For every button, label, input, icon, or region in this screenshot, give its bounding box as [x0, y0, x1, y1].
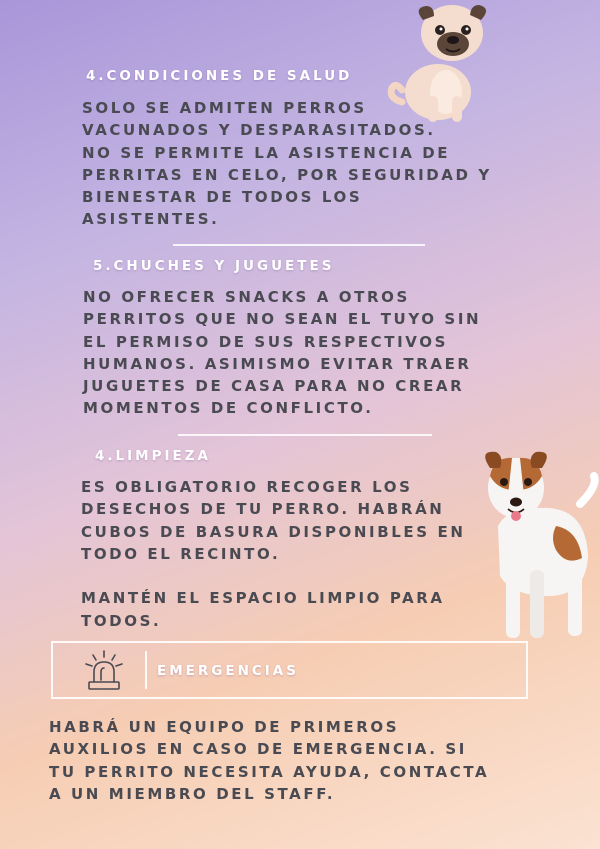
section-body-limpieza: ES OBLIGATORIO RECOGER LOS DESECHOS DE TU PERRO. HABRÁN CUBOS DE BASURA DISPONIBLES EN TODO EL RECINTO. MANTÉN EL ESPACIO LIMPIO PARA TODOS. — [81, 478, 466, 630]
emergency-box — [51, 641, 528, 699]
divider — [178, 434, 432, 436]
section-title-chuches: 5.CHUCHES Y JUGUETES — [93, 258, 335, 274]
divider — [173, 244, 425, 246]
section-title-emergencias: EMERGENCIAS — [157, 663, 299, 679]
section-body-emergencias: HABRÁ UN EQUIPO DE PRIMEROS AUXILIOS EN CASO DE EMERGENCIA. SI TU PERRITO NECESITA AYUDA, CONTACTA A UN MIEMBRO DEL STAFF. — [49, 718, 490, 803]
section-title-limpieza: 4.LIMPIEZA — [95, 448, 211, 464]
terrier-illustration — [468, 446, 600, 646]
section-title-salud: 4.CONDICIONES DE SALUD — [86, 68, 353, 84]
emergency-separator — [145, 651, 147, 689]
section-body-chuches: NO OFRECER SNACKS A OTROS PERRITOS QUE NO SEAN EL TUYO SIN EL PERMISO DE SUS RESPECTIVOS HUMANOS. ASIMISMO EVITAR TRAER JUGUETES DE CASA PARA NO CREAR MOMENTOS DE CONFLICTO. — [83, 288, 482, 418]
section-body-salud: SOLO SE ADMITEN PERROS VACUNADOS Y DESPARASITADOS. NO SE PERMITE LA ASISTENCIA DE PERRITAS EN CELO, POR SEGURIDAD Y BIENESTAR DE TODOS LOS ASISTENTES. — [82, 99, 492, 229]
siren-icon — [85, 650, 123, 692]
